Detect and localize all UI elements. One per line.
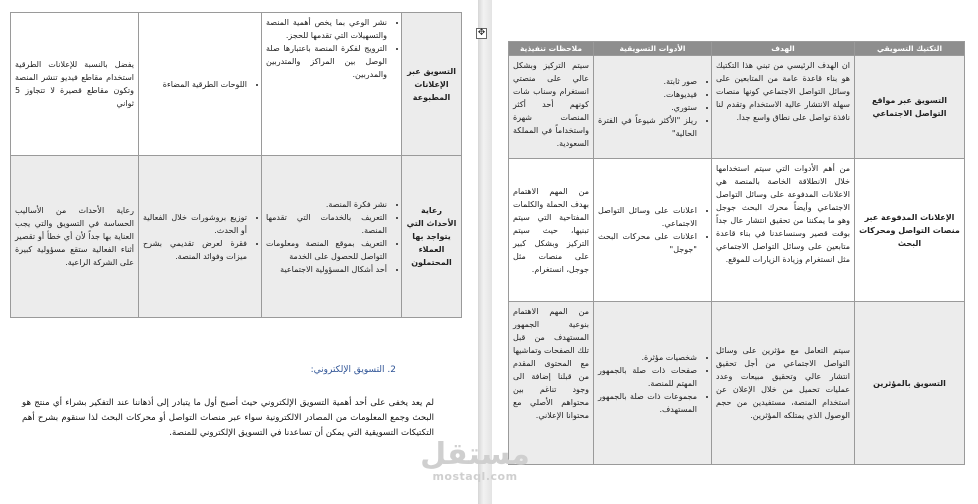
list-item: • التعريف بالخدمات التي تقدمها المنصة. (266, 211, 387, 237)
page-gutter (478, 0, 492, 504)
list-item: • صفحات ذات صلة بالجمهور المهتم للمنصة. (598, 364, 697, 390)
notes-cell: رعاية الأحداث من الأساليب الحساسة في التسويق والتي يجب العناية بها جداً لأن أي خطأ أو تقصير أثناء الفعالية ستقع مسؤولية كبيرة على الشركة الراعية. (11, 156, 139, 318)
mostaql-watermark (420, 437, 530, 483)
section-paragraph: لم يعد يخفى على أحد أهمية التسويق الإلكتروني حيث أصبح أول ما يتبادر إلى أذهاننا عند التفكير بشراء أي منتج هو البحث وجمع المعلومات من المصادر الالكترونية سواء عبر منصات التواصل أو محركات البحث لذا سنقوم بشرح أهم التكتيكات التسويقية التي يمكن أن تساعدنا في التسويق الإلكتروني للمنصة. (22, 398, 434, 438)
list-item: • ستوري. (598, 101, 697, 114)
list-item: • أحد أشكال المسؤولية الاجتماعية (266, 263, 387, 276)
column-header: ملاحظات تنفيذية (509, 42, 594, 56)
column-header: الأدوات التسويقية (594, 42, 712, 56)
table-row (11, 13, 462, 156)
list-item: • شخصيات مؤثرة. (598, 351, 697, 364)
goal-cell (262, 156, 402, 318)
row-heading: التسويق بالمؤثرين (855, 302, 965, 465)
notes-cell: من المهم الاهتمام بنوعية الجمهور المستهدف من قبل تلك الصفحات وتماشيها مع المحتوى المقدم من قبلنا إضافة الى وجود تناغم بين محتواهم الأصلي مع محتوانا الإعلاني. (509, 302, 594, 465)
row-heading: التسويق عبر مواقع التواصل الاجتماعي (855, 56, 965, 159)
list-item: • ريلز "الأكثر شيوعاً في الفترة الحالية" (598, 114, 697, 140)
goal-cell: من أهم الأدوات التي سيتم استخدامها خلال الانطلاقة الخاصة بالمنصة هي الاعلانات المدفوعة على وسائل التواصل الاجتماعي وأيضاً محرك البحث جوجل وهو ما يمكننا من تحقيق انتشار عال جداً بوقت قصير وسنساعدنا في بناء قاعدة متابعين على وسائل التواصل الاجتماعي مثل انستغرام وزيادة الزيارات للموقع. (712, 159, 855, 302)
row-heading: التسويق عبر الإعلانات المطبوعة (402, 13, 462, 156)
watermark-site: mostaql.com (432, 470, 518, 483)
notes-cell: من المهم الاهتمام بهدف الحملة والكلمات المفتاحية التي سيتم تبنيها، حيث سيتم التركيز وبشكل كبير على منصات مثل جوجل، انستغرام. (509, 159, 594, 302)
tools-cell (139, 13, 262, 156)
list-item: • نشر الوعي بما يخص أهمية المنصة والتسهيلات التي تقدمها للحجز. (266, 16, 387, 42)
list-item: • التعريف بموقع المنصة ومعلومات التواصل للحصول على الخدمة (266, 237, 387, 263)
list-item: • توزيع بروشورات خلال الفعالية أو الحدث. (143, 211, 247, 237)
goal-cell (262, 13, 402, 156)
right-document-page (492, 0, 978, 504)
table-row (11, 156, 462, 318)
goal-cell: سيتم التعامل مع مؤثرين على وسائل التواصل الاجتماعي من أجل تحقيق انتشار عالي وتحقيق مبيعات وعدد عمليات تحميل من خلال الإعلان عن استخدام المنصة، مستفيدين من حجم الوصول الذي يمتلكه المؤثرين. (712, 302, 855, 465)
table-header-row (509, 42, 965, 56)
list-item: • فيديوهات. (598, 88, 697, 101)
tools-cell (594, 56, 712, 159)
table-move-handle-icon[interactable]: ✥ (477, 28, 486, 38)
list-item: • اعلانات على وسائل التواصل الاجتماعي. (598, 204, 697, 230)
list-item: • اللوحات الطرقية المضاءة (143, 78, 247, 91)
notes-cell: يفضل بالنسبة للإعلانات الطرقية استخدام مقاطع فيديو تنشر المنصة وتكون مقاطع قصيرة لا تتجاوز 5 ثواني (11, 13, 139, 156)
table-row (509, 302, 965, 465)
row-heading: رعاية الأحداث التي يتواجد بها العملاء المحتملون (402, 156, 462, 318)
table-row (509, 56, 965, 159)
list-item: • الترويج لفكرة المنصة باعتبارها صلة الوصل بين المراكز والمتدربين والمدربين. (266, 42, 387, 81)
marketing-tactics-table (508, 41, 965, 465)
tools-cell (594, 159, 712, 302)
notes-cell: سيتم التركيز وبشكل عالي على منصتي انستغرام وسناب شات كونهم أحد أكثر المنصات شهرة واستخداماً في المملكة السعودية. (509, 56, 594, 159)
list-item: • فقرة لعرض تقديمي بشرح ميزات وفوائد المنصة. (143, 237, 247, 263)
goal-cell: ان الهدف الرئيسي من تبني هذا التكتيك هو بناء قاعدة عامة من المتابعين على وسائل التواصل الاجتماعي كونها منصات سهلة الانتشار عالية الاستخدام وتقدم لنا نافذة تواصل على نطاق واسع جدا. (712, 56, 855, 159)
marketing-tactics-table-continued (10, 12, 462, 318)
left-document-page (0, 0, 478, 504)
list-item: • صور ثابتة. (598, 75, 697, 88)
row-heading: الإعلانات المدفوعة عبر منصات التواصل ومحركات البحث (855, 159, 965, 302)
watermark-logo: مستقل (420, 437, 530, 472)
column-header: التكتيك التسويقي (855, 42, 965, 56)
section-heading: 2. التسويق الإلكتروني: (310, 365, 396, 375)
table-row (509, 159, 965, 302)
tools-cell (139, 156, 262, 318)
list-item: • مجموعات ذات صلة بالجمهور المستهدف. (598, 390, 697, 416)
list-item: • اعلانات على محركات البحث "جوجل" (598, 230, 697, 256)
column-header: الهدف (712, 42, 855, 56)
list-item: • نشر فكرة المنصة. (266, 198, 387, 211)
tools-cell (594, 302, 712, 465)
